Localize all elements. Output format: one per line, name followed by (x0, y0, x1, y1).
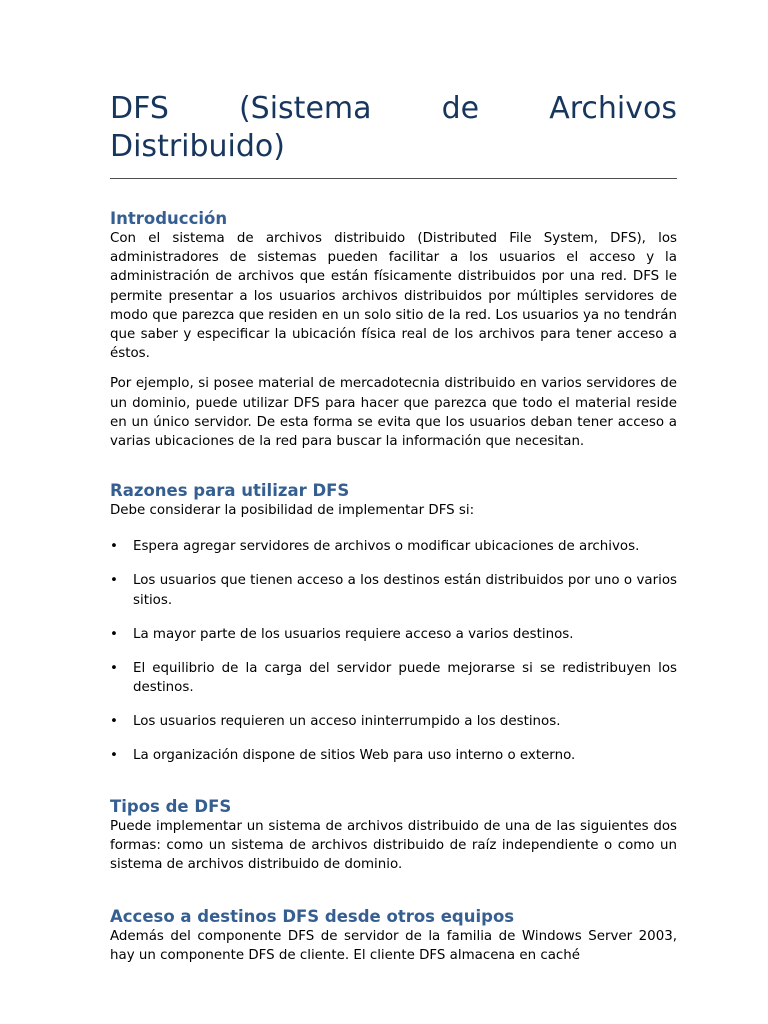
section-heading-acceso: Acceso a destinos DFS desde otros equipos (110, 906, 515, 926)
intro-paragraph-1: Con el sistema de archivos distribuido (Distributed File System, DFS), los administradores de sistemas pueden facilitar a los usuarios el acceso y la administración de archivos que están físicamente distribuidos por una red. DFS le permite presentar a los usuarios archivos distribuidos por múltiples servidores de modo que parezca que residen en un solo sitio de la red. Los usuarios ya no tendrán que saber y especificar la ubicación física real de los archivos para tener acceso a éstos. (110, 231, 677, 362)
section-heading-introduccion: Introducción (110, 209, 228, 228)
title-divider (110, 178, 677, 179)
list-item-text: El equilibrio de la carga del servidor puede mejorarse si se redistribuyen los destinos. (133, 660, 677, 695)
list-item (110, 537, 677, 556)
bullet-icon: • (110, 573, 118, 589)
list-item-text: Los usuarios requieren un acceso ininterrumpido a los destinos. (133, 713, 561, 729)
bullet-icon: • (110, 539, 118, 555)
list-item-text: La mayor parte de los usuarios requiere acceso a varios destinos. (133, 626, 574, 642)
acceso-paragraph: Además del componente DFS de servidor de la familia de Windows Server 2003, hay un componente DFS de cliente. El cliente DFS almacena en caché (110, 928, 677, 963)
list-item (110, 625, 677, 644)
list-item (110, 746, 677, 765)
document-page (110, 90, 677, 965)
list-item (110, 659, 677, 697)
intro-paragraph-2: Por ejemplo, si posee material de mercadotecnia distribuido en varios servidores de un dominio, puede utilizar DFS para hacer que parezca que todo el material reside en un único servidor. De esta forma se evita que los usuarios deban tener acceso a varias ubicaciones de la red para buscar la información que necesitan. (110, 376, 677, 450)
list-item (110, 571, 677, 609)
list-item-text: Los usuarios que tienen acceso a los destinos están distribuidos por uno o varios sitios. (133, 573, 677, 608)
bullet-icon: • (110, 713, 118, 729)
tipos-paragraph: Puede implementar un sistema de archivos distribuido de una de las siguientes dos formas: como un sistema de archivos distribuido de raíz independiente o como un sistema de archivos distribuido de dominio. (110, 819, 677, 873)
section-heading-razones: Razones para utilizar DFS (110, 481, 350, 501)
list-item (110, 712, 677, 731)
section-heading-tipos: Tipos de DFS (110, 797, 232, 817)
razones-bullet-list (110, 537, 677, 765)
bullet-icon: • (110, 660, 118, 676)
document-title: DFS (Sistema de Archivos Distribuido) (110, 91, 677, 164)
bullet-icon: • (110, 747, 118, 763)
list-item-text: La organización dispone de sitios Web para uso interno o externo. (133, 747, 576, 763)
list-item-text: Espera agregar servidores de archivos o modificar ubicaciones de archivos. (133, 539, 640, 555)
bullet-icon: • (110, 626, 118, 642)
razones-intro: Debe considerar la posibilidad de implementar DFS si: (110, 503, 475, 519)
